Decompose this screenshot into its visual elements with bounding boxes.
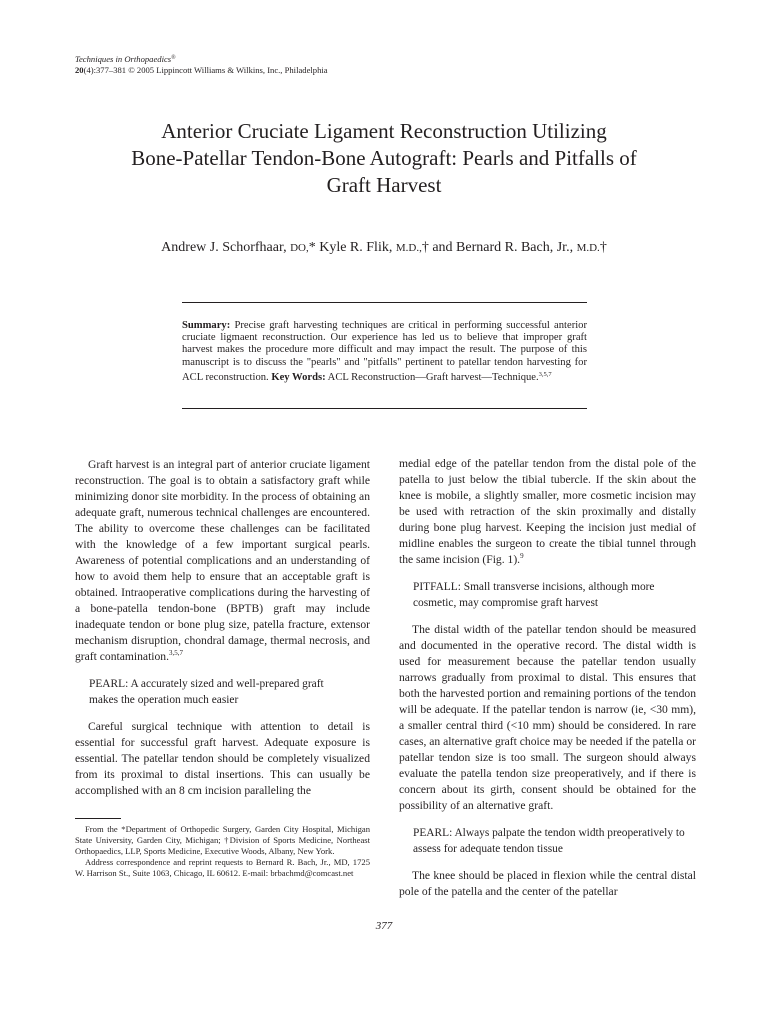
- right-column: [399, 456, 696, 900]
- correspondence-footnote: Address correspondence and reprint requests to Bernard R. Bach, Jr., MD, 1725 W. Harrison St., Suite 1063, Chicago, IL 60612. E-mail: brbachmd@comcast.net: [75, 857, 370, 878]
- author-3-degree: M.D.: [576, 242, 600, 254]
- summary-top-rule: [182, 302, 587, 303]
- summary-text: Precise graft harvesting techniques are critical in performing successful anterior cruciate ligmaent reconstruction. Our experience has led us to believe that improper graft harvest makes the procedure more difficult and may impact the result. The purpose of this manuscript is to discuss the "pearls" and "pitfalls" pertinent to patellar tendon harvesting for ACL reconstruction.: [182, 320, 587, 383]
- citation-ref: 9: [520, 552, 524, 560]
- pearl-callout: PEARL: Always palpate the tendon width preoperatively to assess for adequate tendon tissue: [413, 827, 685, 855]
- body-paragraph: The distal width of the patellar tendon should be measured and documented in the operative record. The distal width is used for measurement because the patellar tendon usually narrows gradually from proximal to distal. This ensures that both the harvested portion and remaining portions of the tendon will be adequate. If the patellar tendon is narrow (ie, <30 mm), a smaller central third (<10 mm) should be considered. In rare cases, an alternative graft choice may be needed if the patella or patellar tendon size is too small. The surgeon should always evaluate the patella tendon size preoperatively, and if there is concern about its girth, consent should be obtained for the possibility of an alternative graft.: [399, 623, 696, 812]
- author-2-degree: M.D.,: [395, 242, 422, 254]
- journal-name: Techniques in Orthopaedics: [75, 54, 172, 64]
- title-line-2: Bone-Patellar Tendon-Bone Autograft: Pearls and Pitfalls of: [131, 146, 637, 170]
- registered-mark: ®: [171, 55, 176, 61]
- article-title: [60, 118, 708, 199]
- footnote-rule: [75, 818, 121, 819]
- author-2: * Kyle R. Flik,: [308, 240, 393, 255]
- pitfall-callout: PITFALL: Small transverse incisions, although more cosmetic, may compromise graft harvest: [413, 581, 655, 609]
- author-list: [60, 240, 708, 256]
- body-paragraph: The knee should be placed in flexion while the central distal pole of the patella and the center of the patellar: [399, 869, 696, 898]
- affiliation-footnote: From the *Department of Orthopedic Surgery, Garden City Hospital, Michigan State University, Garden City, Michigan; †Division of Sports Medicine, Northeast Orthopaedics, LLP, Sports Medicine, Executive Woods, Albany, New York.: [75, 824, 370, 856]
- summary-bottom-rule: [182, 408, 587, 409]
- summary-refs: 3,5,7: [538, 370, 552, 378]
- volume-number: 20: [75, 65, 84, 75]
- left-column: [75, 457, 370, 799]
- title-line-1: Anterior Cruciate Ligament Reconstruction Utilizing: [161, 119, 607, 143]
- author-1: Andrew J. Schorfhaar,: [161, 240, 287, 255]
- body-paragraph: medial edge of the patellar tendon from the distal pole of the patella to just below the tibial tubercle. If the skin about the knee is mobile, a slightly smaller, more cosmetic incision may be used with retraction of the skin proximally and distally during bone plug harvest. Keeping the incision just medial of midline enables the surgeon to create the tibial tunnel through the same incision (Fig. 1).$^9$: [399, 457, 696, 566]
- summary-label: Summary:: [182, 320, 231, 331]
- pearl-callout: PEARL: A accurately sized and well-prepared graft makes the operation much easier: [89, 678, 324, 706]
- footnotes: [75, 824, 370, 879]
- keywords-label: Key Words:: [271, 371, 326, 383]
- author-3: † and Bernard R. Bach, Jr.,: [421, 240, 574, 255]
- citation-info: (4):377–381 © 2005 Lippincott Williams & Wilkins, Inc., Philadelphia: [83, 65, 328, 75]
- author-3-mark: †: [599, 240, 607, 255]
- page-number: 377: [375, 920, 393, 932]
- body-paragraph: Graft harvest is an integral part of anterior cruciate ligament reconstruction. The goal is to obtain a satisfactory graft while minimizing donor site morbidity. In the process of obtaining an adequate graft, numerous technical challenges are encountered. The ability to overcome these challenges can be facilitated with the knowledge of a few important surgical pearls. Awareness of potential complications and an understanding of how to avoid them help to ensure that an acceptable graft is obtained. Intraoperative complications during the harvesting of a bone-patella tendon-bone (BPTB) graft may include inadequate tendon or bone plug size, patella fracture, extensor mechanism disruption, chondral damage, thermal necrosis, and graft contamination.$^{3,5,7}$: [75, 458, 370, 663]
- title-line-3: Graft Harvest: [326, 173, 442, 197]
- body-paragraph: Careful surgical technique with attention to detail is essential for successful graft harvest. Adequate exposure is essential. The patellar tendon should be completely visualized from its proximal to distal insertions. This can usually be accomplished with an 8 cm incision paralleling the: [75, 720, 370, 797]
- citation-ref: 3,5,7: [169, 649, 184, 657]
- journal-header: [75, 53, 328, 76]
- keywords-text: ACL Reconstruction—Graft harvest—Technique.: [325, 371, 539, 383]
- summary-block: [182, 320, 587, 384]
- author-1-degree: DO,: [290, 242, 309, 254]
